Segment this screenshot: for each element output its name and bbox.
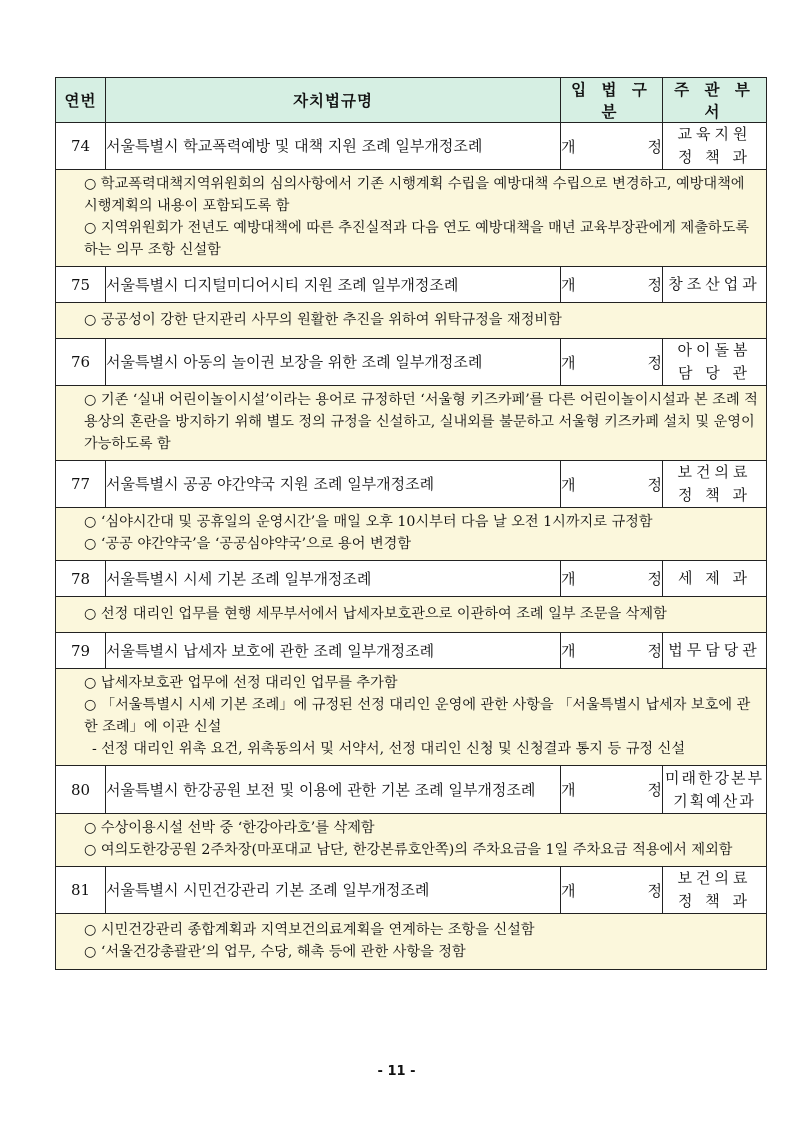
description-item: ○ 학교폭력대책지역위원회의 심의사항에서 기존 시행계획 수립을 예방대책 수립으로 변경하고, 예방대책에 시행계획의 내용이 포함되도록 함: [84, 176, 745, 214]
table-row: [56, 123, 767, 170]
legislation-type-char: 정: [647, 353, 662, 372]
description-item: ○ 선정 대리인 업무를 현행 세무부서에서 납세자보호관으로 이관하여 조례 일부 조문을 삭제함: [84, 605, 667, 622]
legislation-type: [561, 766, 663, 814]
legislation-type-char: 개: [561, 781, 576, 799]
ordinance-number: 80: [56, 766, 106, 814]
department-line: 기획예산과: [673, 791, 756, 810]
department: [663, 267, 767, 303]
department-line: 법무담당관: [668, 641, 761, 659]
description-item: ○ ‘심야시간대 및 공휴일의 운영시간’을 매일 오후 10시부터 다음 날 오전 1시까지로 규정함: [84, 514, 653, 530]
description-row: [56, 508, 767, 561]
ordinance-number: 81: [56, 867, 106, 914]
legislation-type-char: 정: [647, 642, 662, 660]
description-row: [56, 597, 767, 633]
table-row: [56, 461, 767, 508]
description-item: ○ ‘공공 야간약국’을 ‘공공심야약국’으로 용어 변경함: [84, 536, 412, 552]
ordinance-number: 77: [56, 461, 106, 508]
description-cell: [56, 814, 767, 867]
description-item: ○ 기존 ‘실내 어린이놀이시설’이라는 용어로 규정하던 ‘서울형 키즈카페’를 다른 어린이놀이시설과 본 조례 적용상의 혼란을 방지하기 위해 별도 정의 규정을 신설하고, 실내외를 불문하고 서울형 키즈카페 설치 및 운영이 가능하도록 함: [84, 392, 758, 452]
ordinance-name: 서울특별시 학교폭력예방 및 대책 지원 조례 일부개정조례: [106, 123, 561, 170]
description-row: [56, 303, 767, 339]
department-line: 정 책 과: [677, 892, 751, 910]
department-line: 정 책 과: [677, 148, 751, 166]
description-item: ○ 「서울특별시 시세 기본 조례」에 규정된 선정 대리인 운영에 관한 사항을 「서울특별시 납세자 보호에 관한 조례」에 이관 신설: [84, 697, 751, 735]
ordinance-name: 서울특별시 디지털미디어시티 지원 조례 일부개정조례: [106, 267, 561, 303]
description-cell: [56, 597, 767, 633]
description-item: ○ ‘서울건강총괄관’의 업무, 수당, 해촉 등에 관한 사항을 정함: [84, 943, 466, 960]
description-cell: [56, 386, 767, 461]
header-no: 연번: [56, 78, 106, 123]
department: [663, 633, 767, 669]
department: [663, 339, 767, 386]
ordinance-name: 서울특별시 시민건강관리 기본 조례 일부개정조례: [106, 867, 561, 914]
legislation-type-char: 정: [647, 570, 662, 588]
description-row: [56, 386, 767, 461]
table-row: [56, 633, 767, 669]
department: [663, 867, 767, 914]
description-row: [56, 914, 767, 970]
department-line: 보건의료: [677, 869, 752, 887]
legislation-type-char: 정: [647, 881, 662, 900]
legislation-type: [561, 123, 663, 170]
description-item: ○ 시민건강관리 종합계획과 지역보건의료계획을 연계하는 조항을 신설함: [84, 921, 535, 938]
legislation-type-char: 정: [647, 475, 662, 494]
description-item: ○ 지역위원회가 전년도 예방대책에 따른 추진실적과 다음 연도 예방대책을 매년 교육부장관에게 제출하도록 하는 의무 조항 신설함: [84, 220, 750, 258]
department: [663, 766, 767, 814]
description-item: ○ 여의도한강공원 2주차장(마포대교 남단, 한강본류호안쪽)의 주차요금을 1일 주차요금 적용에서 제외함: [84, 842, 733, 858]
description-cell: [56, 914, 767, 970]
ordinance-number: 75: [56, 267, 106, 303]
header-dept: 주 관 부 서: [663, 78, 767, 123]
legislation-type-char: 정: [647, 137, 662, 156]
ordinance-name: 서울특별시 아동의 놀이권 보장을 위한 조례 일부개정조례: [106, 339, 561, 386]
ordinance-name: 서울특별시 납세자 보호에 관한 조례 일부개정조례: [106, 633, 561, 669]
department: [663, 123, 767, 170]
legislation-type-char: 개: [561, 276, 576, 294]
description-item: ○ 납세자보호관 업무에 선정 대리인 업무를 추가함: [84, 675, 398, 691]
table-row: [56, 561, 767, 597]
header-type: 입 법 구 분: [561, 78, 663, 123]
legislation-type-char: 정: [647, 781, 662, 799]
table-row: [56, 867, 767, 914]
table-row: [56, 766, 767, 814]
description-cell: [56, 508, 767, 561]
legislation-type-char: 정: [647, 276, 662, 294]
description-item: ○ 수상이용시설 선박 중 ‘한강아라호’를 삭제함: [84, 820, 375, 836]
description-row: [56, 669, 767, 766]
page-number: - 11 -: [377, 1064, 416, 1079]
legislation-type-char: 개: [561, 353, 576, 372]
ordinance-table: [55, 77, 767, 970]
department-line: 교육지원: [677, 125, 752, 143]
department-line: 창조산업과: [668, 275, 761, 293]
ordinance-name: 서울특별시 공공 야간약국 지원 조례 일부개정조례: [106, 461, 561, 508]
legislation-type-char: 개: [561, 881, 576, 900]
ordinance-number: 76: [56, 339, 106, 386]
ordinance-name: 서울특별시 한강공원 보전 및 이용에 관한 기본 조례 일부개정조례: [106, 766, 561, 814]
legislation-type-char: 개: [561, 137, 576, 156]
description-subitem: - 선정 대리인 위촉 요건, 위촉동의서 및 서약서, 선정 대리인 신청 및 신청결과 통지 등 규정 신설: [92, 741, 686, 757]
description-cell: [56, 303, 767, 339]
header-row: [56, 78, 767, 123]
legislation-type-char: 개: [561, 642, 576, 660]
table-row: [56, 339, 767, 386]
legislation-type: [561, 633, 663, 669]
legislation-type-char: 개: [561, 475, 576, 494]
department-line: 정 책 과: [677, 486, 751, 504]
department: [663, 561, 767, 597]
description-row: [56, 814, 767, 867]
department-line: 미래한강본부: [665, 768, 764, 787]
ordinance-name: 서울특별시 시세 기본 조례 일부개정조례: [106, 561, 561, 597]
legislation-type-char: 개: [561, 570, 576, 588]
legislation-type: [561, 267, 663, 303]
header-name: 자치법규명: [106, 78, 561, 123]
table-row: [56, 267, 767, 303]
department-line: 담 당 관: [677, 364, 751, 382]
ordinance-number: 78: [56, 561, 106, 597]
ordinance-number: 79: [56, 633, 106, 669]
ordinance-number: 74: [56, 123, 106, 170]
legislation-type: [561, 561, 663, 597]
department-line: 보건의료: [677, 463, 752, 481]
department: [663, 461, 767, 508]
legislation-type: [561, 339, 663, 386]
description-item: ○ 공공성이 강한 단지관리 사무의 원활한 추진을 위하여 위탁규정을 재정비함: [84, 311, 562, 328]
department-line: 세 제 과: [677, 569, 751, 587]
description-cell: [56, 170, 767, 267]
legislation-type: [561, 461, 663, 508]
legislation-type: [561, 867, 663, 914]
department-line: 아이돌봄: [677, 341, 752, 359]
description-cell: [56, 669, 767, 766]
description-row: [56, 170, 767, 267]
